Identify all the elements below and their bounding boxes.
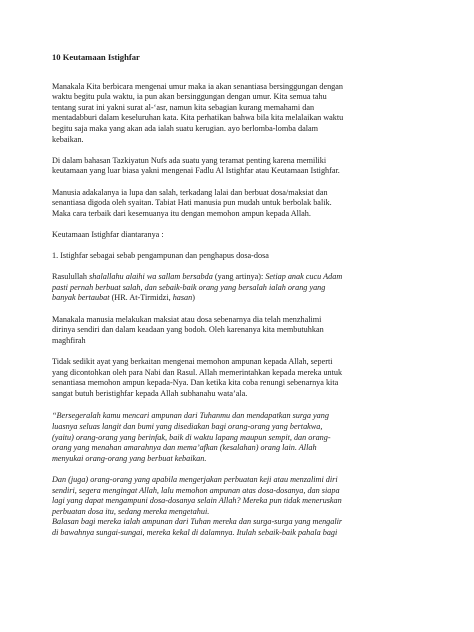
- paragraph-line: sangat butuh beristighfar kepada Allah subhanahu wata’ala.: [52, 388, 248, 398]
- paragraph-line: Manakala manusia melakukan maksiat atau dosa sebenarnya dia telah menzhalimi: [52, 314, 322, 324]
- quote-line: luasnya seluas langit dan bumi yang disediakan bagi orang-orang yang bertakwa,: [52, 422, 323, 431]
- quote-line: perbuatan dosa itu, sedang mereka mengetahui.: [52, 506, 210, 516]
- paragraph-line: waktu begitu pula waktu, ia pun akan bersinggungan dengan umur. Kita semua tahu: [52, 92, 327, 102]
- paragraph-line: tentang surat ini yakni surat al-‘asr, namun kita sebagian kurang memahami dan: [52, 102, 315, 112]
- hadith-italic: hasan: [172, 293, 193, 303]
- hadith-italic: pasti pernah berbuat salah, dan sebaik-baik orang yang bersalah ialah orang yang: [52, 282, 326, 292]
- paragraph-line: maghfirah: [52, 335, 86, 345]
- quote-verse-1: [52, 411, 420, 464]
- quote-line: di bawahnya sungai-sungai, mereka kekal di dalamnya. Itulah sebaik-baik pahala bagi: [52, 527, 338, 537]
- hadith-italic: banyak bertaubat: [52, 293, 110, 303]
- paragraph-line: dirinya sendiri dan dalam keadaan yang bodoh. Oleh karenanya kita membutuhkan: [52, 325, 324, 335]
- quote-line: lagi yang dapat mengampuni dosa-dosanya selain Allah? Mereka pun tidak meneruskan: [52, 496, 342, 506]
- paragraph-keutamaan-heading: Keutamaan Istighfar diantaranya :: [52, 229, 164, 239]
- paragraph-manusia: [52, 188, 420, 220]
- quote-line: (yaitu) orang-orang yang berinfak, baik di waktu lapang maupun sempit, dan orang-: [52, 432, 331, 442]
- paragraph-line: mentadabburi dalam keseluruhan kata. Kita perhatikan bahwa bila kita melalaikan waktu: [52, 113, 344, 123]
- hadith-text: (HR. At-Tirmidzi,: [109, 293, 173, 303]
- paragraph-line: senantiasa memohon ampun kepada-Nya. Dan ketika kita coba renungi sebenarnya kita: [52, 378, 339, 388]
- quote-line: menyukai orang-orang yang berbuat kebaikan.: [52, 453, 207, 463]
- quote-line: Dan (juga) orang-orang yang apabila mengerjakan perbuatan keji atau menzalimi diri: [52, 474, 338, 484]
- paragraph-line: Tidak sedikit ayat yang berkaitan mengenai memohon ampunan kepada Allah, seperti: [52, 357, 333, 367]
- document-title: 10 Keutamaan Istighfar: [52, 52, 140, 62]
- quote-line: sendiri, segera mengingat Allah, lalu memohon ampunan atas dosa-dosanya, dan siapa: [52, 485, 340, 495]
- hadith-text: Rasulullah: [52, 272, 90, 282]
- paragraph-ayat: [52, 357, 420, 399]
- document-body: [52, 52, 420, 539]
- paragraph-line: keutamaan yang luar biasa yakni mengenai Fadlu Al Istighfar atau Keutamaan Istighfar.: [52, 166, 340, 176]
- paragraph-line: kebaikan.: [52, 134, 84, 144]
- paragraph-line: Maka cara terbaik dari kesemuanya itu dengan memohon ampun kepada Allah.: [52, 208, 311, 218]
- paragraph-line: Di dalam bahasan Tazkiyatun Nufs ada suatu yang teramat penting karena memiliki: [52, 155, 327, 165]
- list-item-1: 1. Istighfar sebagai sebab pengampunan dan penghapus dosa-dosa: [52, 251, 269, 261]
- paragraph-hadith: [52, 272, 420, 304]
- paragraph-maksiat: [52, 315, 420, 347]
- hadith-italic: Setiap anak cucu Adam: [265, 272, 343, 282]
- paragraph-line: Manakala Kita berbicara mengenai umur maka ia akan senantiasa bersinggungan dengan: [52, 81, 343, 91]
- hadith-text: (yang artinya):: [212, 272, 266, 282]
- paragraph-line: senantiasa digoda oleh syaitan. Tabiat Hati manusia pun mudah untuk berbolak balik.: [52, 198, 332, 208]
- hadith-text: ): [192, 293, 195, 303]
- quote-line: “Bersegeralah kamu mencari ampunan dari Tuhanmu dan mendapatkan surga yang: [52, 411, 329, 421]
- paragraph-line: begitu saja maka yang akan ada ialah suatu kerugian. ayo berlomba-lomba dalam: [52, 123, 318, 133]
- hadith-italic: shalallahu alaihi wa sallam bersabda: [89, 272, 213, 282]
- quote-verse-2: [52, 475, 420, 539]
- paragraph-tazkiyatun: [52, 156, 420, 177]
- paragraph-intro: [52, 82, 420, 146]
- paragraph-line: Manusia adakalanya ia lupa dan salah, terkadang lalai dan berbuat dosa/maksiat dan: [52, 187, 328, 197]
- quote-line: Balasan bagi mereka ialah ampunan dari Tuhan mereka dan surga-surga yang mengalir: [52, 517, 343, 527]
- quote-line: orang yang menahan amarahnya dan mema’afkan (kesalahan) orang lain. Allah: [52, 443, 317, 453]
- paragraph-line: yang dicontohkan oleh para Nabi dan Rasul. Allah memerintahkan kepada mereka untuk: [52, 367, 343, 377]
